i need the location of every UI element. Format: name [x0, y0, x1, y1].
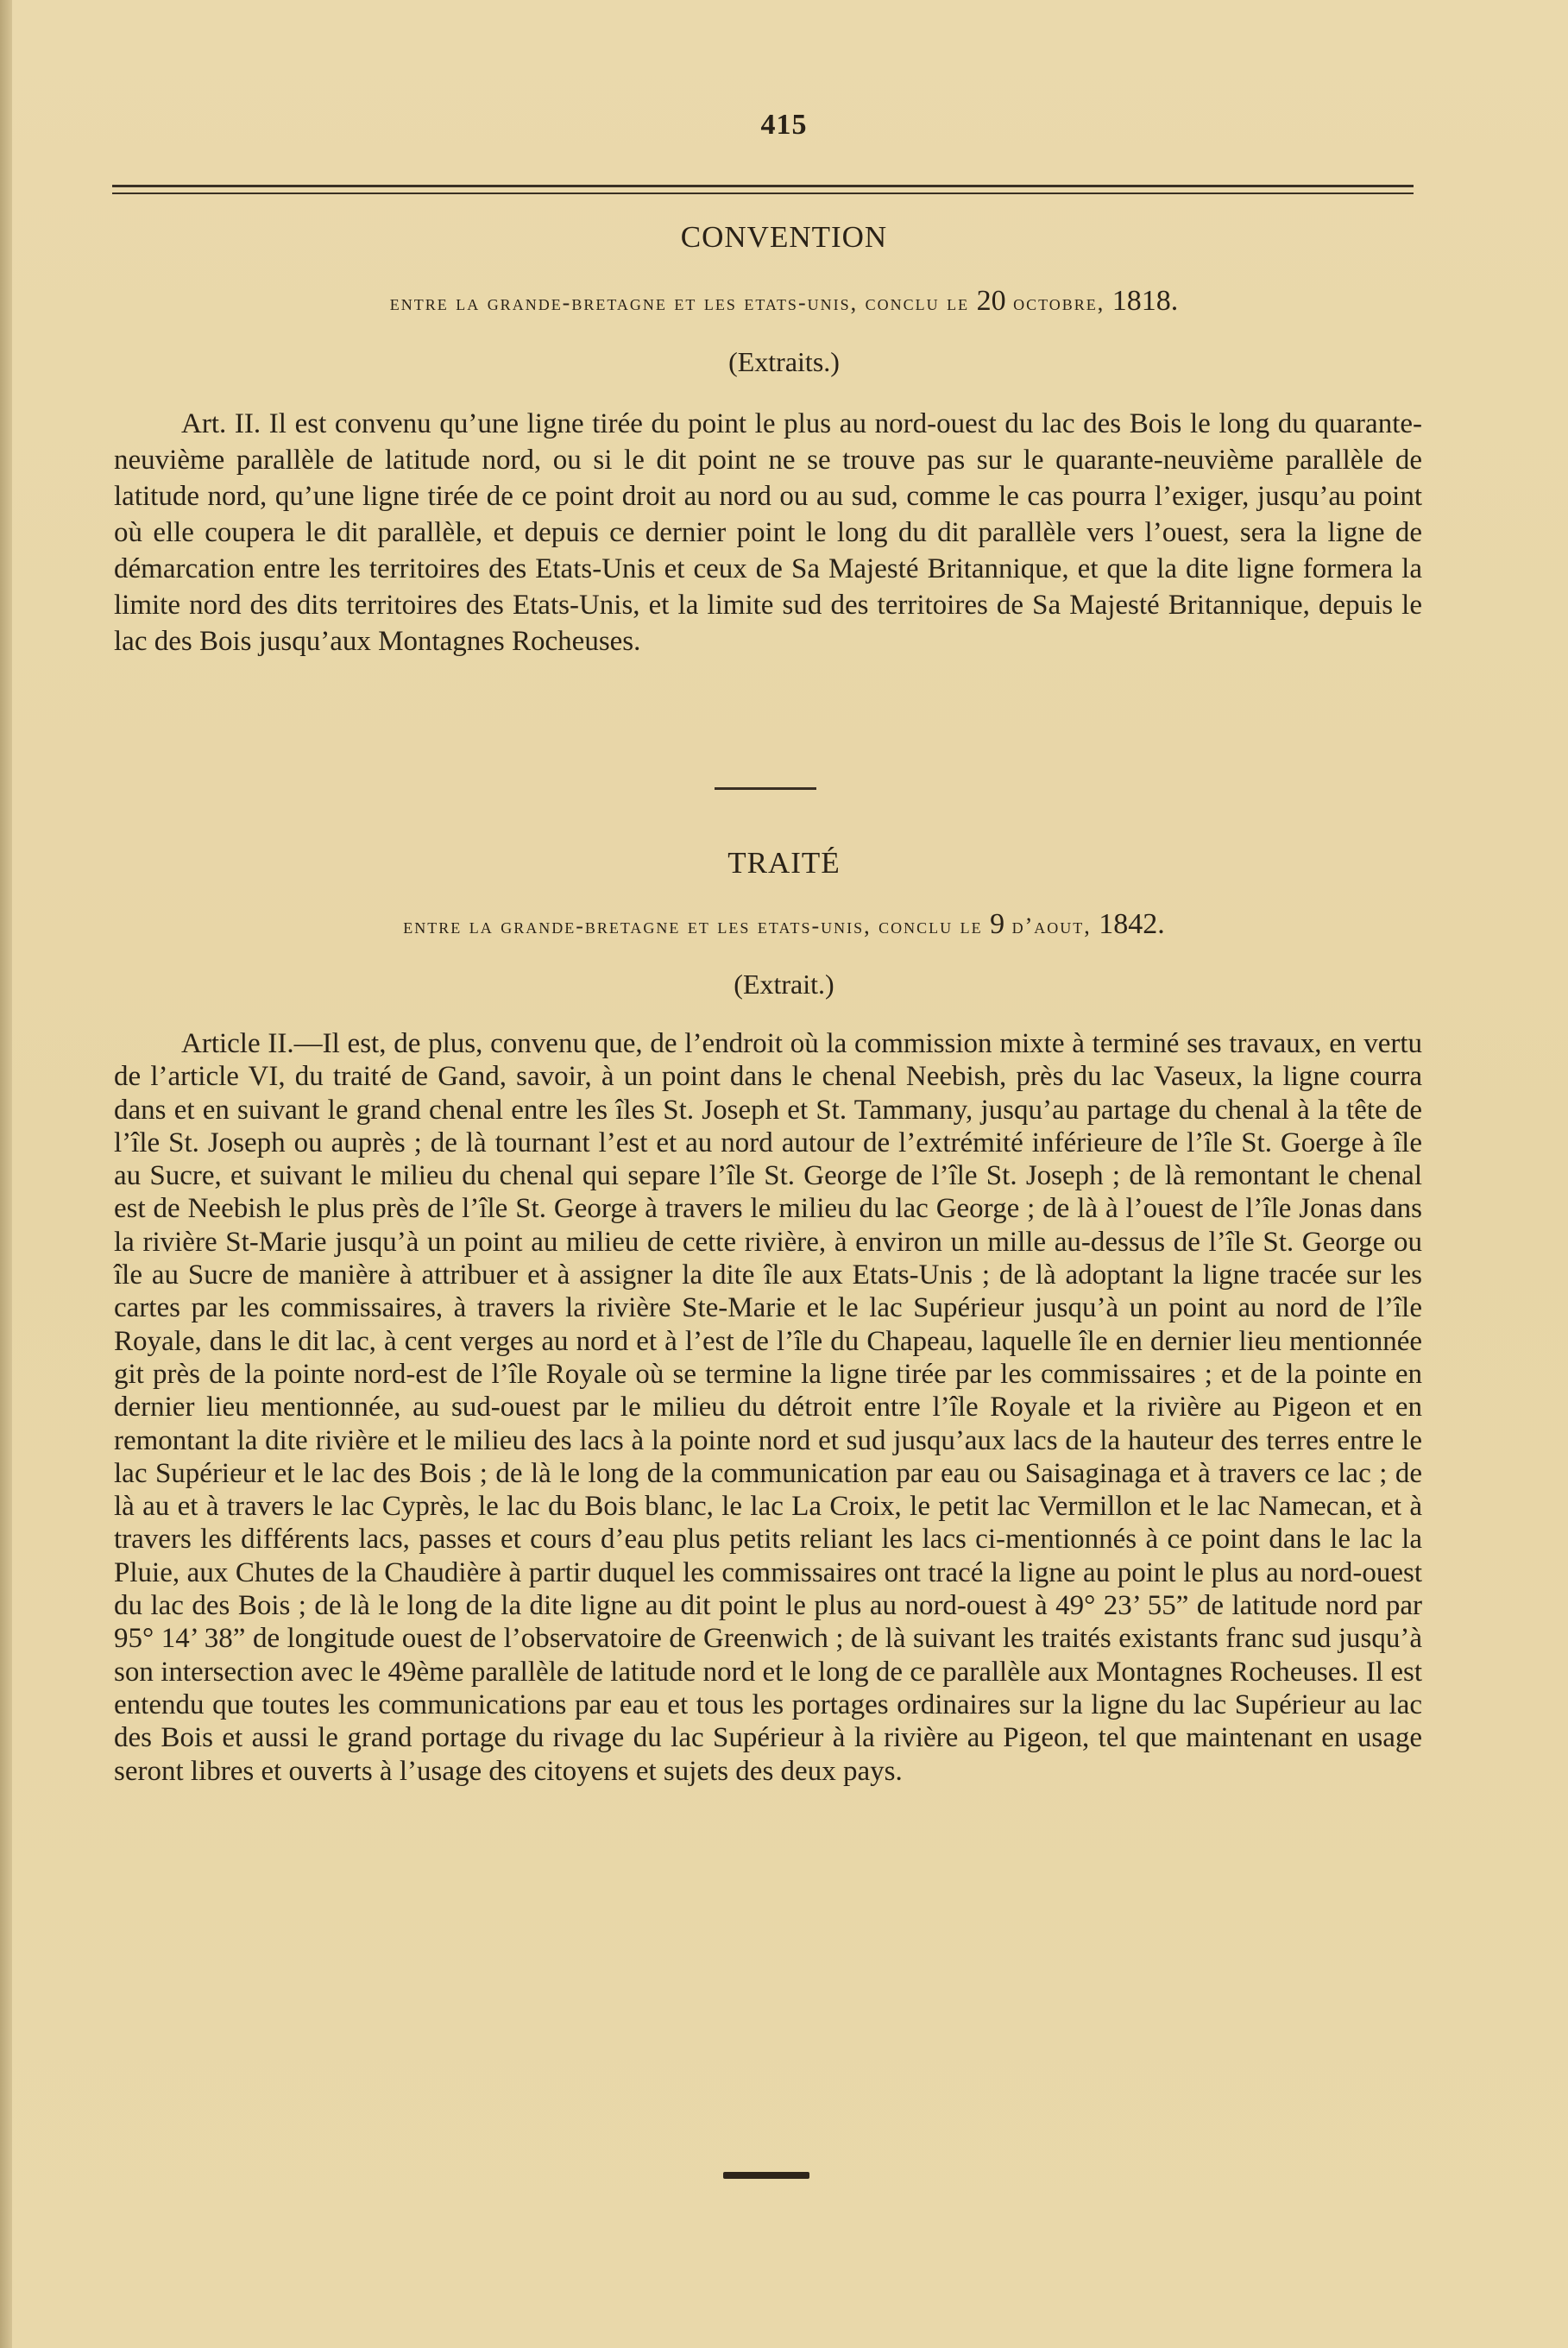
treaty-subtitle-year: 1842. — [1099, 908, 1165, 940]
convention-subtitle-prefix: entre la grande-bretagne et les etats-unis, conclu le — [389, 290, 977, 315]
convention-article-text: Art. II. Il est convenu qu’une ligne tirée du point le plus au nord-ouest du lac des Bois le long du quarante-neuvième parallèle de latitude nord, ou si le dit point ne se trouve pas sur le quarante-neuvième parallèle de latitude nord, qu’une ligne tirée de ce point droit au nord ou au sud, comme le cas pourra l’exiger, jusqu’au point où elle coupera le dit parallèle, et depuis ce dernier point le long du dit parallèle vers l’ouest, sera la ligne de démarcation entre les territoires des Etats-Unis et ceux de Sa Majesté Britannique, et que la dite ligne formera la limite nord des dits territoires des Etats-Unis, et la limite sud des territoires de Sa Majesté Britannique, depuis le lac des Bois jusqu’aux Montagnes Rocheuses. — [114, 408, 1422, 657]
rule-thin-line — [112, 193, 1414, 194]
rule-thick-line — [112, 185, 1414, 187]
convention-subtitle-month: octobre, — [1005, 290, 1112, 315]
treaty-title: TRAITÉ — [727, 846, 841, 880]
treaty-article-text: Article II.—Il est, de plus, convenu que, de l’endroit où la commission mixte à terminé ses travaux, en vertu de l’article VI, du traité de Gand, savoir, à un point dans le chenal Neebish, près du lac Vaseux, la ligne courra dans et en suivant le grand chenal entre les îles St. Joseph et St. Tammany, jusqu’au partage du chenal à la tête de l’île St. Joseph ou auprès ; de là tournant l’est et au nord autour de l’extrémité inférieure de l’île St. Goerge à île au Sucre, et suivant le milieu du chenal qui separe l’île St. George de l’île St. Joseph ; de là remontant le chenal est de Neebish le plus près de l’île St. George à travers le milieu du lac George ; de là à l’ouest de l’île Jonas dans la rivière St-Marie jusqu’à un point au milieu de cette rivière, à environ un mille au-dessus de l’île St. George ou île au Sucre de manière à attribuer et à assigner la dite île aux Etats-Unis ; de là adoptant la ligne tracée sur les cartes par les commissaires, à travers la rivière Ste-Marie et le lac Supérieur jusqu’à un point au nord de l’île Royale, dans le dit lac, à cent verges au nord et à l’est de l’île du Chapeau, laquelle île en dernier lieu mentionnée git près de la pointe nord-est de l’île Royale où se termine la ligne tirée par les commissaires ; et de la pointe en dernier lieu mentionnée, au sud-ouest par le milieu du détroit entre l’île Royale et la rivière au Pigeon et en remontant la dite rivière et le milieu des lacs à la pointe nord et sud jusqu’aux lacs de la hauteur des terres entre le lac Supérieur et le lac des Bois ; de là le long de la communication par eau ou Saisaginaga et à travers ce lac ; de là au et à travers le lac Cyprès, le lac du Bois blanc, le lac La Croix, le petit lac Vermillon et le lac Namecan, et à travers les différents lacs, passes et cours d’eau plus petits reliant les lacs ci-mentionnés à ce point dans le lac la Pluie, aux Chutes de la Chaudière à partir duquel les commissaires ont tracé la ligne au point le plus au nord-ouest du lac des Bois ; de là le long de la dite ligne au dit point le plus au nord-ouest à 49° 23’ 55” de latitude nord par 95° 14’ 38” de longitude ouest de l’observatoire de Greenwich ; de là suivant les traités existants franc sud jusqu’à son intersection avec le 49ème parallèle de latitude nord et le long de ce parallèle aux Montagnes Rocheuses. Il est entendu que toutes les communications par eau et tous les portages ordinaires sur la ligne du lac Supérieur au lac des Bois et aussi le grand portage du rivage du lac Supérieur à la rivière au Pigeon, tel que maintenant en usage seront libres et ouverts à l’usage des citoyens et sujets des deux pays. — [114, 1028, 1422, 1787]
convention-extract-label: (Extraits.) — [728, 346, 840, 377]
treaty-subtitle — [0, 908, 1568, 941]
convention-subtitle-day: 20 — [976, 285, 1006, 317]
end-ornament-rule — [723, 2172, 809, 2179]
convention-title: CONVENTION — [680, 220, 888, 254]
treaty-subtitle-day: 9 — [990, 908, 1005, 940]
page-number: 415 — [760, 109, 808, 141]
treaty-extract-label: (Extrait.) — [734, 969, 834, 1000]
convention-subtitle-year: 1818. — [1111, 285, 1179, 317]
header-double-rule — [112, 185, 1414, 197]
treaty-subtitle-prefix: entre la grande-bretagne et les etats-unis, conclu le — [403, 913, 991, 938]
treaty-subtitle-month: d’aout, — [1004, 913, 1099, 938]
convention-subtitle — [0, 285, 1568, 318]
section-separator — [715, 787, 816, 790]
